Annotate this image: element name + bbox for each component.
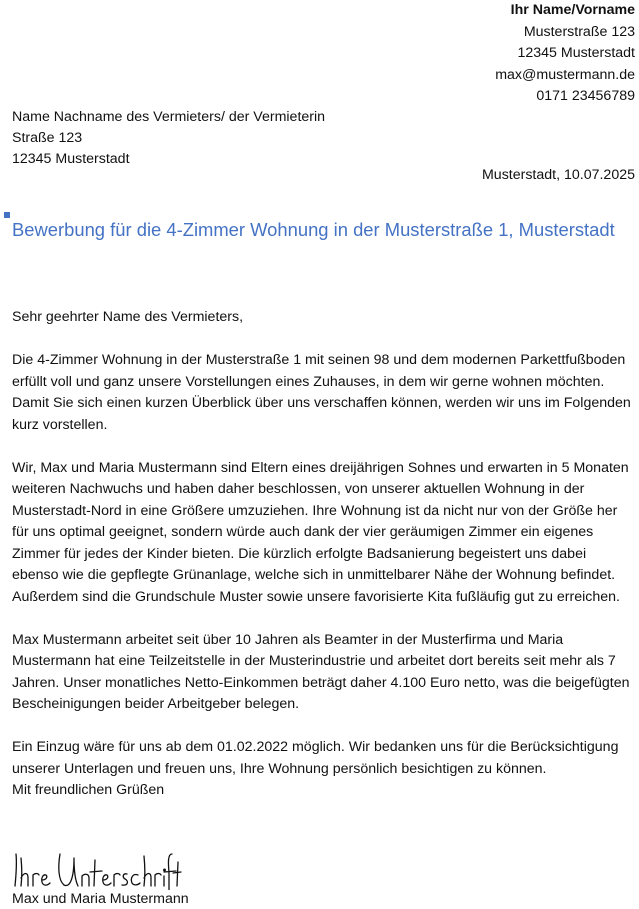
sender-email: max@mustermann.de — [495, 66, 635, 83]
handwritten-signature — [12, 848, 182, 890]
closing: Mit freundlichen Grüßen — [12, 782, 165, 798]
sender-phone: 0171 23456789 — [536, 88, 635, 105]
letter-subject: Bewerbung für die 4-Zimmer Wohnung in der Musterstraße 1, Musterstadt — [12, 219, 615, 240]
sender-street: Musterstraße 123 — [523, 23, 635, 40]
heading-marker — [4, 212, 10, 218]
salutation: Sehr geehrter Name des Vermieters, — [12, 309, 244, 325]
body-paragraph-2: Wir, Max und Maria Mustermann sind Eltern eines dreijährigen Sohnes und erwarten in 5 Monaten weiteren Nachwuchs und haben daher beschlossen, von unserer aktuellen Wohnung in der Musterstadt-Nord in eine Größere umzuziehen. Ihre Wohnung ist da nicht nur von der Größe her für uns optimal geeignet, sondern würde auch dank der vier geräumigen Zimmer ein eigenes Zimmer für jedes der Kinder bieten. Die kürzlich erfolgte Badsanierung begeistert uns dabei ebenso wie die gepflegte Grünanlage, welche sich in unmittelbarer Nähe der Wohnung befindet. Außerdem sind die Grundschule Muster sowie unsere favorisierte Kita fußläufig gut zu erreichen. — [12, 459, 629, 605]
letter-date: Musterstadt, 10.07.2025 — [481, 167, 635, 183]
recipient-city: 12345 Musterstadt — [12, 151, 130, 167]
body-paragraph-1: Die 4-Zimmer Wohnung in der Musterstraße 1 mit seinen 98 und dem modernen Parkettfußboden erfüllt voll und ganz unsere Vorstellungen eines Zuhauses, in dem wir gerne wohnen möchten. Damit Sie sich einen kurzen Überblick über uns verschaffen können, werden wir uns im Folgenden kurz vorstellen. — [12, 352, 631, 433]
recipient-name: Name Nachname des Vermieters/ der Vermieterin — [12, 109, 326, 125]
sender-name: Ihr Name/Vorname — [510, 2, 635, 18]
recipient-street: Straße 123 — [12, 130, 83, 146]
body-paragraph-4: Ein Einzug wäre für uns ab dem 01.02.2022 möglich. Wir bedanken uns für die Berücksichtigung unserer Unterlagen und freuen uns, Ihre Wohnung persönlich besichtigen zu können. — [12, 739, 619, 777]
letter-body — [12, 307, 636, 802]
signer-name: Max und Maria Mustermann — [12, 891, 189, 907]
recipient-address-block — [12, 107, 325, 170]
body-paragraph-3: Max Mustermann arbeitet seit über 10 Jahren als Beamter in der Musterfirma und Maria Mustermann hat eine Teilzeitstelle in der Musterindustrie und arbeitet dort bereits seit mehr als 7 Jahren. Unser monatliches Netto-Einkommen beträgt daher 4.100 Euro netto, was die beigefügten Bescheinigungen beider Arbeitgeber belegen. — [12, 631, 630, 712]
sender-address-block — [495, 0, 635, 108]
sender-city: 12345 Musterstadt — [517, 45, 635, 62]
